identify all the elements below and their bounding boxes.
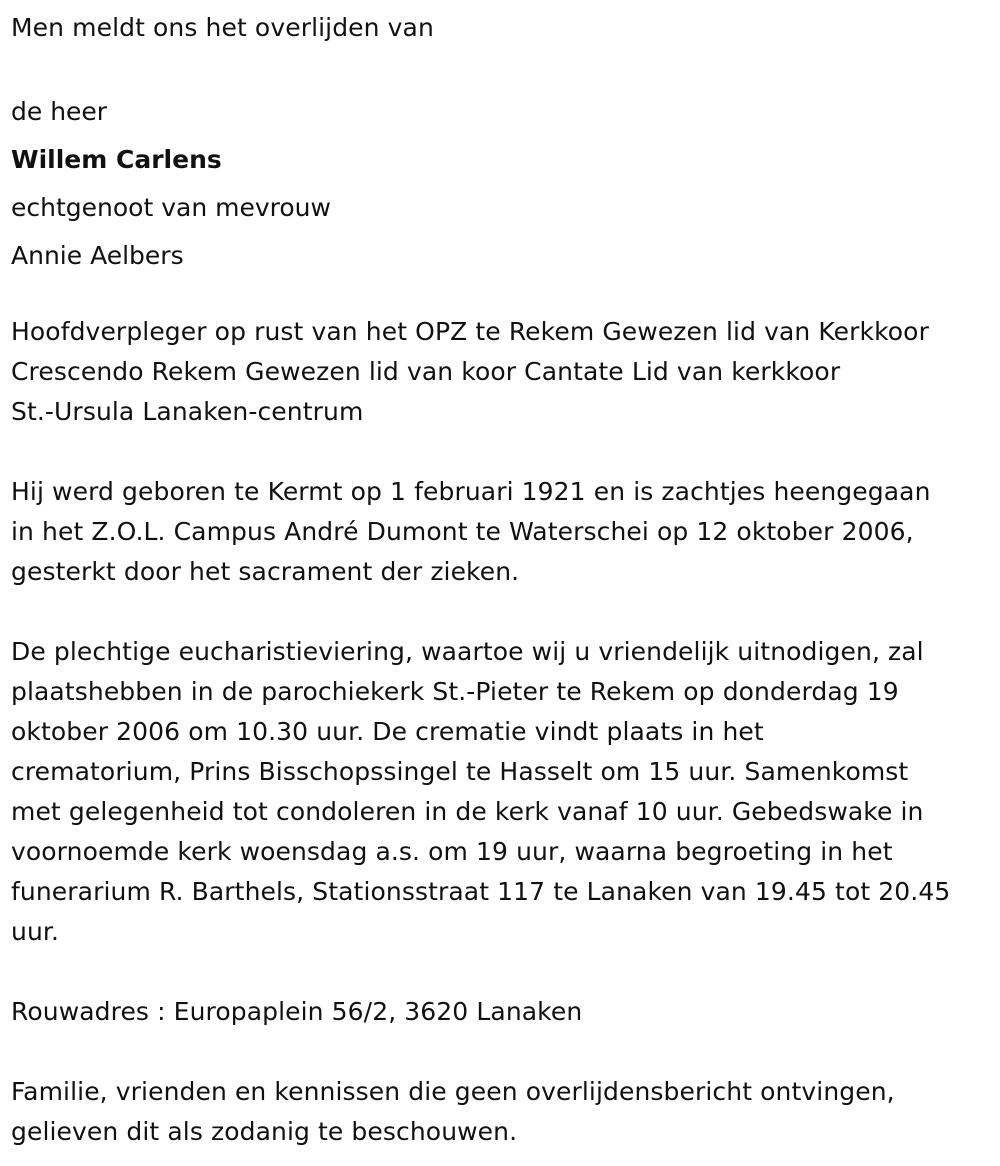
career-paragraph [11, 312, 1000, 432]
ceremony-line: crematorium, Prins Bisschopssingel te Hasselt om 15 uur. Samenkomst [11, 757, 909, 786]
ceremony-line: oktober 2006 om 10.30 uur. De crematie vindt plaats in het [11, 717, 764, 746]
ceremony-line: funerarium R. Barthels, Stationsstraat 117 te Lanaken van 19.45 tot 20.45 [11, 877, 951, 906]
career-line: St.-Ursula Lanaken-centrum [11, 397, 364, 426]
ceremony-line: voornoemde kerk woensdag a.s. om 19 uur, waarna begroeting in het [11, 837, 893, 866]
ceremony-line: De plechtige eucharistieviering, waartoe wij u vriendelijk uitnodigen, zal [11, 637, 924, 666]
title-prefix: de heer [11, 97, 108, 126]
closing-line: Familie, vrienden en kennissen die geen overlijdensbericht ontvingen, [11, 1077, 895, 1106]
birth-death-line: in het Z.O.L. Campus André Dumont te Waterschei op 12 oktober 2006, [11, 517, 914, 546]
ceremony-line: uur. [11, 917, 60, 946]
ceremony-line: plaatshebben in de parochiekerk St.-Pieter te Rekem op donderdag 19 [11, 677, 899, 706]
spacer [11, 280, 1000, 312]
birth-death-line: Hij werd geboren te Kermt op 1 februari 1921 en is zachtjes heengegaan [11, 477, 931, 506]
mourning-address: Rouwadres : Europaplein 56/2, 3620 Lanaken [11, 997, 583, 1026]
spacer [11, 432, 1000, 472]
career-line: Hoofdverpleger op rust van het OPZ te Rekem Gewezen lid van Kerkkoor [11, 317, 929, 346]
spouse-name: Annie Aelbers [11, 241, 184, 270]
spacer [11, 592, 1000, 632]
spacer [11, 1032, 1000, 1072]
ceremony-line: met gelegenheid tot condoleren in de kerk vanaf 10 uur. Gebedswake in [11, 797, 924, 826]
spacer [11, 952, 1000, 992]
spacer [11, 48, 1000, 88]
ceremony-paragraph [11, 632, 1000, 952]
spouse-label: echtgenoot van mevrouw [11, 193, 331, 222]
closing-line: gelieven dit als zodanig te beschouwen. [11, 1117, 518, 1146]
birth-death-paragraph [11, 472, 1000, 592]
career-line: Crescendo Rekem Gewezen lid van koor Cantate Lid van kerkkoor [11, 357, 841, 386]
intro-text: Men meldt ons het overlijden van [11, 13, 434, 42]
birth-death-line: gesterkt door het sacrament der zieken. [11, 557, 520, 586]
deceased-name: Willem Carlens [11, 145, 222, 174]
closing-paragraph [11, 1072, 1000, 1152]
